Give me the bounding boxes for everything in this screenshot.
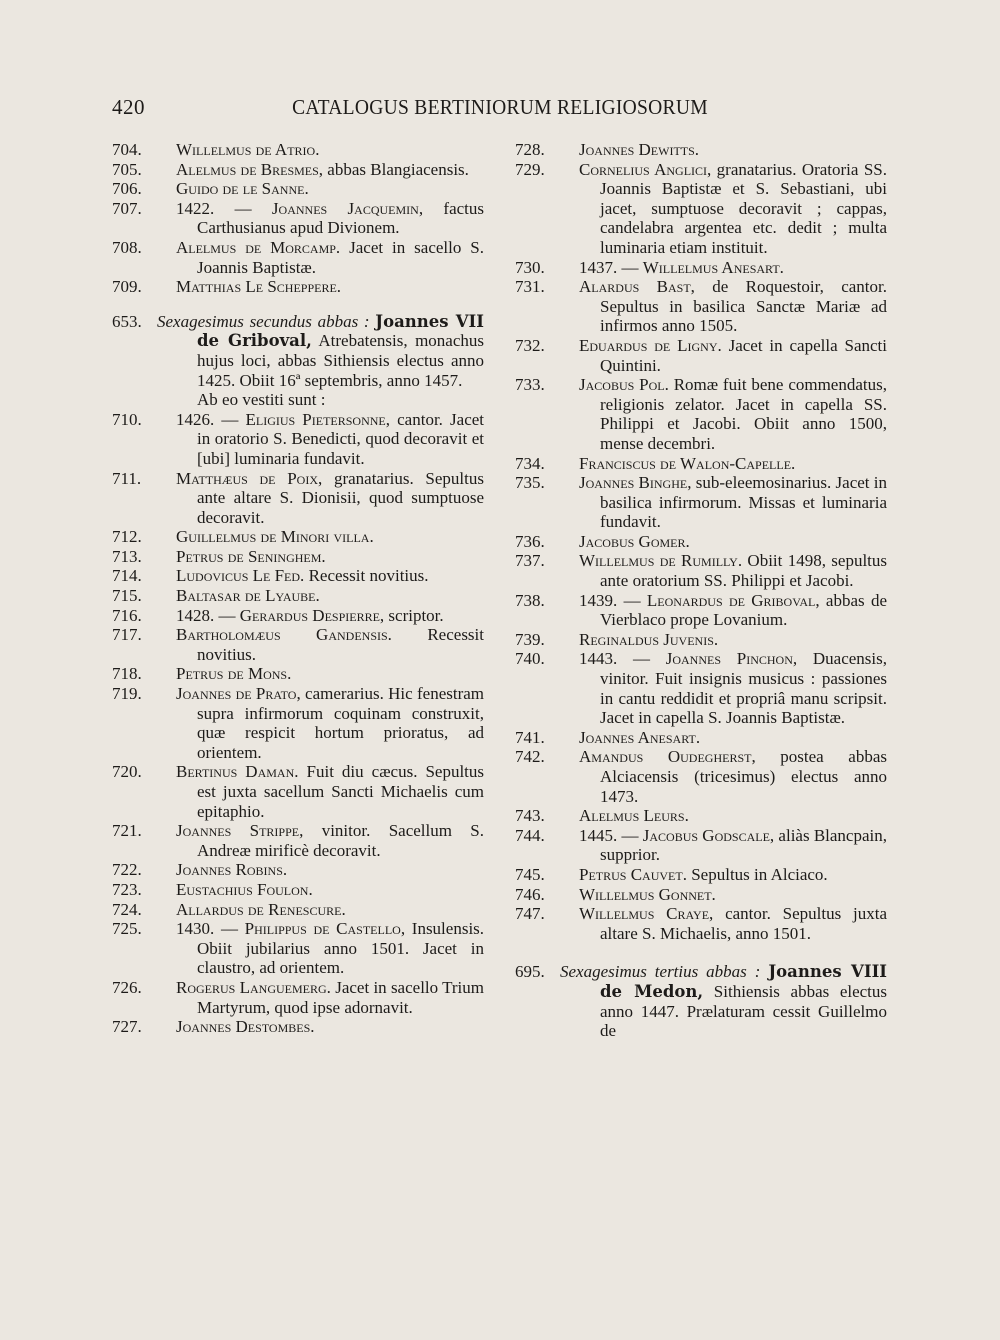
entry-name: Cornelius Anglici, (579, 159, 712, 179)
catalog-entry (112, 586, 484, 606)
catalog-entry (515, 258, 887, 278)
entry-number: 734. (515, 453, 545, 473)
entry-number: 743. (515, 806, 545, 826)
entry-body (176, 860, 484, 880)
abbot-subline: Ab eo vestiti sunt : (197, 390, 326, 410)
catalog-entry (515, 728, 887, 748)
abbot-name: Joannes VII de Griboval, (197, 311, 484, 351)
entry-name: Joannes Robins. (176, 860, 288, 880)
entry-name: Alelmus de Morcamp. (176, 237, 341, 257)
page-header (112, 95, 888, 123)
entry-name: Eligius Pietersonne, (245, 409, 391, 429)
entry-name: Jacobus Gomer. (579, 531, 690, 551)
catalog-entry (515, 865, 887, 885)
entry-name: Franciscus de Walon-Capelle. (579, 453, 796, 473)
entry-number: 715. (112, 586, 142, 606)
abbot-entry (112, 312, 484, 410)
entry-text: abbas Blangiacensis. (327, 159, 469, 179)
entry-body (176, 199, 484, 238)
entry-name: Alelmus de Bresmes, (176, 159, 324, 179)
catalog-entry (112, 606, 484, 626)
entry-number: 744. (515, 825, 545, 845)
entry-body (579, 591, 887, 630)
catalog-entry (515, 649, 887, 727)
entry-number: 695. (515, 962, 545, 982)
entry-body (579, 885, 887, 905)
entry-body (176, 410, 484, 469)
catalog-entry (112, 179, 484, 199)
catalog-entry (112, 762, 484, 821)
entry-name: Matthæus de Poix, (176, 468, 323, 488)
entry-body (579, 140, 887, 160)
entry-number: 707. (112, 198, 142, 218)
catalog-entry (112, 527, 484, 547)
entry-number: 719. (112, 684, 142, 704)
entry-body (176, 140, 484, 160)
left-column (112, 140, 484, 1037)
entry-number: 740. (515, 649, 545, 669)
entry-text: aliàs Blancpain, supprior. (600, 825, 887, 865)
entry-name: Jacobus Godscale, (642, 825, 775, 845)
entry-number: 724. (112, 899, 142, 919)
entry-number: 717. (112, 625, 142, 645)
entry-text: scriptor. (388, 605, 444, 625)
entry-year: 1445. — (579, 825, 643, 845)
entry-body (579, 904, 887, 943)
entry-number: 742. (515, 747, 545, 767)
entry-name: Eduardus de Ligny. (579, 335, 722, 355)
entry-name: Gerardus Despierre, (239, 605, 385, 625)
entry-number: 653. (112, 311, 142, 331)
entry-body (176, 664, 484, 684)
entry-name: Leonardus de Griboval, (646, 590, 820, 610)
entry-name: Joannes de Prato, (176, 684, 301, 704)
entry-number: 731. (515, 277, 545, 297)
abbot-intro: Sexagesimus secundus abbas : (157, 311, 370, 331)
entry-body (157, 312, 484, 410)
entry-name: Bartholomæus Gandensis. (176, 625, 392, 645)
entry-name: Willelmus de Atrio. (176, 140, 320, 159)
entry-body (176, 919, 484, 978)
entry-name: Guillelmus de Minori villa. (176, 527, 374, 547)
entry-number: 704. (112, 140, 142, 159)
catalog-entry (112, 469, 484, 528)
entry-body (176, 179, 484, 199)
entry-text: postea abbas Alciacensis (tricesimus) electus anno 1473. (600, 747, 888, 806)
entry-number: 745. (515, 864, 545, 884)
entry-name: Guido de le Sanne. (176, 179, 309, 199)
entry-name: Joannes Strippe, (176, 821, 304, 841)
catalog-entry (112, 684, 484, 762)
entry-name: Jacobus Pol. (579, 375, 669, 395)
entry-name: Joannes Anesart. (579, 727, 701, 747)
entry-body (560, 962, 887, 1040)
entry-body (176, 469, 484, 528)
entry-number: 710. (112, 409, 142, 429)
entry-body (176, 277, 484, 297)
catalog-entry (515, 806, 887, 826)
entry-number: 728. (515, 140, 545, 159)
entry-text: Jacet in capella Sancti Quintini. (600, 335, 887, 375)
entry-year: 1430. — (176, 919, 245, 939)
catalog-entry (112, 900, 484, 920)
entry-body (176, 880, 484, 900)
abbot-name: Joannes VIII de Medon, (600, 962, 888, 1001)
entry-text: Romæ fuit bene commendatus, religionis zelator. Jacet in capella SS. Philippi et Jacobi. Obiit anno 1500, mense decembri. (600, 375, 887, 453)
entry-name: Petrus de Mons. (176, 664, 292, 684)
abbot-entry (515, 962, 887, 1040)
catalog-entry (515, 277, 887, 336)
catalog-entry (112, 860, 484, 880)
entry-number: 706. (112, 179, 142, 199)
entry-text: Sepultus in Alciaco. (691, 864, 828, 884)
entry-body (579, 826, 887, 865)
entry-year: 1439. — (579, 590, 647, 610)
entry-body (176, 238, 484, 277)
entry-number: 738. (515, 590, 545, 610)
entry-body (176, 762, 484, 821)
entry-number: 739. (515, 629, 545, 649)
entry-name: Allardus de Renescure. (176, 899, 346, 919)
catalog-entry (515, 885, 887, 905)
entry-number: 705. (112, 159, 142, 179)
entry-number: 736. (515, 531, 545, 551)
right-column (515, 140, 887, 1041)
entry-number: 720. (112, 762, 142, 782)
entry-body (579, 865, 887, 885)
entry-body (579, 277, 887, 336)
page-number: 420 (112, 95, 145, 119)
entry-text: Sithiensis abbas electus anno 1447. Prælaturam cessit Guillelmo de (600, 981, 888, 1041)
entry-name: Joannes Pinchon, (665, 649, 798, 669)
entry-body (579, 551, 887, 590)
entry-body (579, 728, 887, 748)
catalog-entry (515, 532, 887, 552)
entry-name: Willelmus Craye, (579, 904, 714, 924)
catalog-entry (515, 375, 887, 453)
entry-body (176, 900, 484, 920)
entry-body (579, 532, 887, 552)
entry-year: 1437. — (579, 257, 643, 277)
catalog-entry (515, 904, 887, 943)
entry-text: Recessit novitius. (197, 625, 484, 664)
entry-number: 746. (515, 884, 545, 904)
entry-number: 722. (112, 860, 142, 880)
entry-body (176, 160, 484, 180)
entry-number: 708. (112, 237, 142, 257)
entry-text: Jacet in sacello Trium Martyrum, quod ipse adornavit. (197, 977, 485, 1017)
entry-list (112, 140, 484, 297)
entry-body (176, 586, 484, 606)
catalog-entry (112, 277, 484, 297)
entry-list (112, 410, 484, 1037)
entry-text: cantor. Jacet in oratorio S. Benedicti, quod decoravit et [ubi] luminaria fundavit. (197, 409, 485, 468)
catalog-entry (515, 140, 887, 160)
catalog-entry (112, 625, 484, 664)
catalog-entry (515, 160, 887, 258)
catalog-entry (515, 630, 887, 650)
entry-name: Willelmus de Rumilly. (579, 551, 743, 571)
entry-number: 709. (112, 277, 142, 297)
entry-text: vinitor. Sacellum S. Andreæ mirificè decoravit. (197, 821, 485, 860)
entry-name: Willelmus Gonnet. (579, 884, 716, 904)
entry-name: Ludovicus Le Fed. (176, 566, 305, 586)
catalog-entry (112, 410, 484, 469)
catalog-entry (515, 826, 887, 865)
entry-body (579, 649, 887, 727)
entry-number: 725. (112, 919, 142, 939)
entry-number: 718. (112, 664, 142, 684)
entry-name: Baltasar de Lyaube. (176, 586, 320, 606)
entry-number: 732. (515, 335, 545, 355)
entry-name: Philippus de Castello, (244, 919, 406, 939)
entry-number: 714. (112, 566, 142, 586)
catalog-entry (112, 160, 484, 180)
entry-name: Joannes Destombes. (176, 1017, 315, 1037)
entry-text: Recessit novitius. (308, 566, 429, 586)
entry-year: 1428. — (176, 605, 240, 625)
entry-text: factus Carthusianus apud Divionem. (197, 198, 485, 238)
entry-body (176, 527, 484, 547)
entry-name: Matthias Le Scheppere. (176, 277, 342, 297)
catalog-entry (112, 140, 484, 160)
catalog-entry (515, 454, 887, 474)
catalog-entry (112, 880, 484, 900)
entry-text: Insulensis. Obiit jubilarius anno 1501. Jacet in claustro, ad orientem. (197, 919, 485, 978)
entry-body (176, 547, 484, 567)
entry-body (579, 747, 887, 806)
entry-text: Atrebatensis, monachus hujus loci, abbas Sithiensis electus anno 1425. Obiit 16ª septembris, anno 1457. (197, 331, 484, 390)
catalog-entry (112, 821, 484, 860)
entry-number: 737. (515, 551, 545, 571)
entry-number: 741. (515, 727, 545, 747)
catalog-entry (112, 919, 484, 978)
entry-name: Rogerus Languemerg. (176, 977, 331, 997)
entry-number: 729. (515, 159, 545, 179)
entry-body (176, 625, 484, 664)
entry-number: 723. (112, 879, 142, 899)
entry-body (176, 1017, 484, 1037)
entry-number: 733. (515, 375, 545, 395)
entry-body (176, 606, 484, 626)
entry-number: 711. (112, 468, 142, 488)
entry-text: granatarius. Sepultus ante altare S. Dionisii, quod sumptuose decoravit. (197, 468, 484, 527)
entry-list (515, 140, 887, 943)
catalog-entry (515, 591, 887, 630)
entry-name: Reginaldus Juvenis. (579, 629, 719, 649)
entry-text: camerarius. Hic fenestram supra infirmorum coquinam construxit, quæ respicit hortum prioratus, ad orientem. (197, 684, 485, 762)
entry-number: 727. (112, 1017, 142, 1037)
entry-text: Obiit 1498, sepultus ante oratorium SS. Philippi et Jacobi. (600, 551, 888, 591)
entry-name: Amandus Oudegherst, (579, 747, 756, 767)
entry-body (579, 806, 887, 826)
catalog-entry (515, 473, 887, 532)
catalog-entry (112, 199, 484, 238)
entry-text: sub-eleemosinarius. Jacet in basilica infirmorum. Missas et luminaria fundavit. (600, 473, 888, 532)
catalog-entry (112, 664, 484, 684)
entry-name: Joannes Binghe, (579, 473, 692, 493)
entry-number: 716. (112, 605, 142, 625)
entry-name: Joannes Jacquemin, (271, 198, 424, 218)
catalog-entry (515, 551, 887, 590)
entry-number: 747. (515, 904, 545, 924)
entry-text: Duacensis, vinitor. Fuit insignis musicus : passiones in cantu reddidit et propriâ manu scripsit. Jacet in capella S. Joannis Baptistæ. (600, 649, 888, 728)
catalog-entry (112, 547, 484, 567)
entry-body (579, 454, 887, 474)
entry-year: 1422. — (176, 198, 272, 218)
entry-text: abbas de Vierblaco prope Lovanium. (600, 590, 887, 630)
entry-number: 721. (112, 821, 142, 841)
entry-body (579, 473, 887, 532)
entry-body (579, 375, 887, 453)
entry-text: granatarius. Oratoria SS. Joannis Baptistæ et S. Sebastiani, ubi jacet, sumptuose decoravit ; cappas, candelabra argentea etc. dedit ; multa luminaria etiam instituit. (600, 159, 887, 257)
entry-name: Willelmus Anesart. (642, 257, 784, 277)
entry-name: Bertinus Daman. (176, 762, 299, 782)
running-title: CATALOGUS BERTINIORUM RELIGIOSORUM (292, 95, 708, 119)
entry-number: 726. (112, 977, 142, 997)
entry-number: 712. (112, 527, 142, 547)
entry-name: Eustachius Foulon. (176, 879, 313, 899)
entry-body (579, 630, 887, 650)
entry-name: Alelmus Leurs. (579, 806, 689, 826)
entry-body (579, 160, 887, 258)
entry-number: 730. (515, 257, 545, 277)
entry-text: Jacet in sacello S. Joannis Baptistæ. (197, 237, 485, 277)
entry-body (579, 258, 887, 278)
catalog-entry (112, 238, 484, 277)
entry-body (176, 978, 484, 1017)
entry-name: Alardus Bast, (579, 277, 695, 297)
entry-text: de Roquestoir, cantor. Sepultus in basilica Sanctæ Mariæ ad infirmos anno 1505. (600, 277, 887, 336)
catalog-entry (515, 747, 887, 806)
entry-body (176, 684, 484, 762)
entry-name: Joannes Dewitts. (579, 140, 700, 159)
entry-name: Petrus de Seninghem. (176, 546, 326, 566)
entry-number: 735. (515, 473, 545, 493)
entry-body (579, 336, 887, 375)
entry-number: 713. (112, 546, 142, 566)
catalog-entry (112, 978, 484, 1017)
entry-text: Fuit diu cæcus. Sepultus est juxta sacellum Sancti Michaelis cum epitaphio. (197, 762, 485, 821)
catalog-entry (112, 1017, 484, 1037)
catalog-entry (515, 336, 887, 375)
entry-body (176, 566, 484, 586)
catalog-entry (112, 566, 484, 586)
entry-year: 1426. — (176, 409, 246, 429)
entry-year: 1443. — (579, 649, 666, 669)
abbot-intro: Sexagesimus tertius abbas : (560, 962, 761, 982)
entry-name: Petrus Cauvet. (579, 864, 687, 884)
entry-text: cantor. Sepultus juxta altare S. Michaelis, anno 1501. (600, 904, 887, 943)
entry-body (176, 821, 484, 860)
